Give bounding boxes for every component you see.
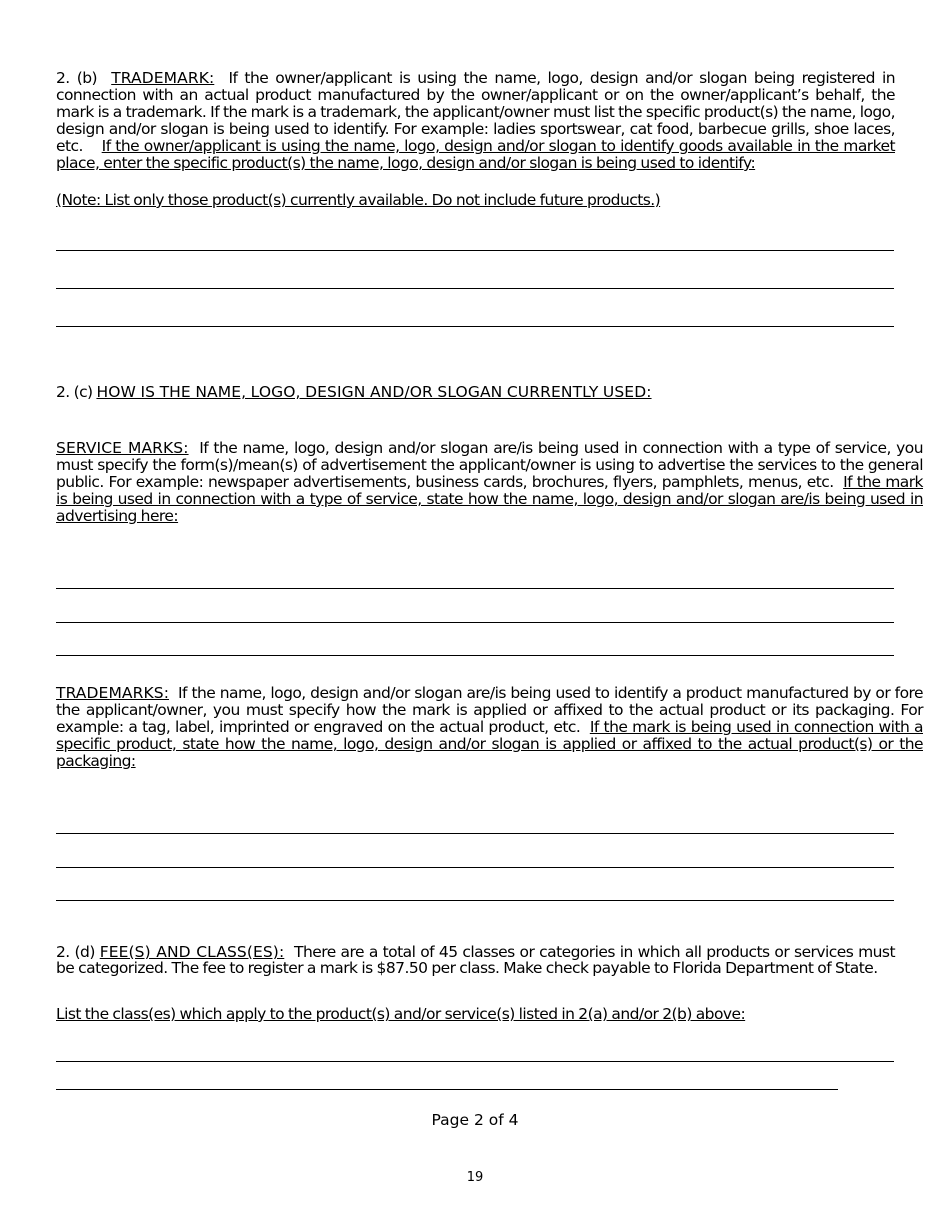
answer-line-c2[interactable] xyxy=(56,622,894,623)
service-marks-heading: SERVICE MARKS: xyxy=(56,439,189,457)
section-c-title xyxy=(56,384,916,401)
answer-line-c5[interactable] xyxy=(56,867,894,868)
answer-line-b3[interactable] xyxy=(56,326,894,327)
trademarks-heading: TRADEMARKS: xyxy=(56,684,170,702)
trademarks-paragraph xyxy=(56,685,923,770)
section-c-number: 2. (c) xyxy=(56,383,93,401)
section-b xyxy=(56,70,895,172)
service-marks-paragraph xyxy=(56,440,923,525)
section-b-number: 2. (b) xyxy=(56,69,98,87)
trademarks-body: If the name, logo, design and/or slogan are/is being used to identify a product manufactured by or fore the applicant/owner, you must specify how the mark is applied or affixed to the actual product or its packaging. For example: a tag, label, imprinted or engraved on the actual product, etc. xyxy=(56,684,923,736)
page-label: Page 2 of 4 xyxy=(431,1111,519,1129)
section-b-heading: TRADEMARK: xyxy=(111,69,215,87)
page-number: 19 xyxy=(466,1170,484,1185)
section-b-note: (Note: List only those product(s) currently available. Do not include future products.) xyxy=(56,191,661,209)
answer-line-b1[interactable] xyxy=(56,250,894,251)
answer-line-c1[interactable] xyxy=(56,588,894,589)
section-d-number: 2. (d) xyxy=(56,943,95,961)
section-b-body: If the owner/applicant is using the name, logo, design and/or slogan being registered in connection with an actual product manufactured by the owner/applicant or on the owner/applicant’s behalf, the mark is a trademark. If the mark is a trademark, the applicant/owner must list the specific product(s) the name, logo, design and/or slogan is being used to identify. For example: ladies sportswear, cat food, barbecue grills, shoe laces, etc. xyxy=(56,69,895,155)
answer-line-c3[interactable] xyxy=(56,655,894,656)
answer-line-d1[interactable] xyxy=(56,1061,894,1062)
section-b-instruction: If the owner/applicant is using the name, logo, design and/or slogan to identify goods available in the market place, enter the specific product(s) the name, logo, design and/or slogan is being used to identify: xyxy=(56,137,895,172)
section-c-heading: HOW IS THE NAME, LOGO, DESIGN AND/OR SLOGAN CURRENTLY USED: xyxy=(96,383,652,401)
answer-line-c6[interactable] xyxy=(56,900,894,901)
service-marks-body: If the name, logo, design and/or slogan are/is being used in connection with a type of service, you must specify the form(s)/mean(s) of advertisement the applicant/owner is using to advertise the services to the general public. For example: newspaper advertisements, business cards, brochures, flyers, pamphlets, menus, etc. xyxy=(56,439,923,491)
answer-line-b2[interactable] xyxy=(56,288,894,289)
section-d-instruction: List the class(es) which apply to the product(s) and/or service(s) listed in 2(a) and/or 2(b) above: xyxy=(56,1005,746,1023)
answer-line-c4[interactable] xyxy=(56,833,894,834)
answer-line-d2[interactable] xyxy=(56,1089,838,1090)
trademarks-instruction: If the mark is being used in connection with a specific product, state how the name, logo, design and/or slogan is applied or affixed to the actual product(s) or the packaging: xyxy=(56,718,923,770)
section-d-body: There are a total of 45 classes or categories in which all products or services must be categorized. The fee to register a mark is $87.50 per class. Make check payable to Florida Department of State. xyxy=(56,943,895,977)
service-marks-instruction: If the mark is being used in connection with a type of service, state how the name, logo, design and/or slogan are/is being used in advertising here: xyxy=(56,473,923,525)
section-d-heading: FEE(S) AND CLASS(ES): xyxy=(99,943,285,961)
section-d xyxy=(56,944,895,976)
